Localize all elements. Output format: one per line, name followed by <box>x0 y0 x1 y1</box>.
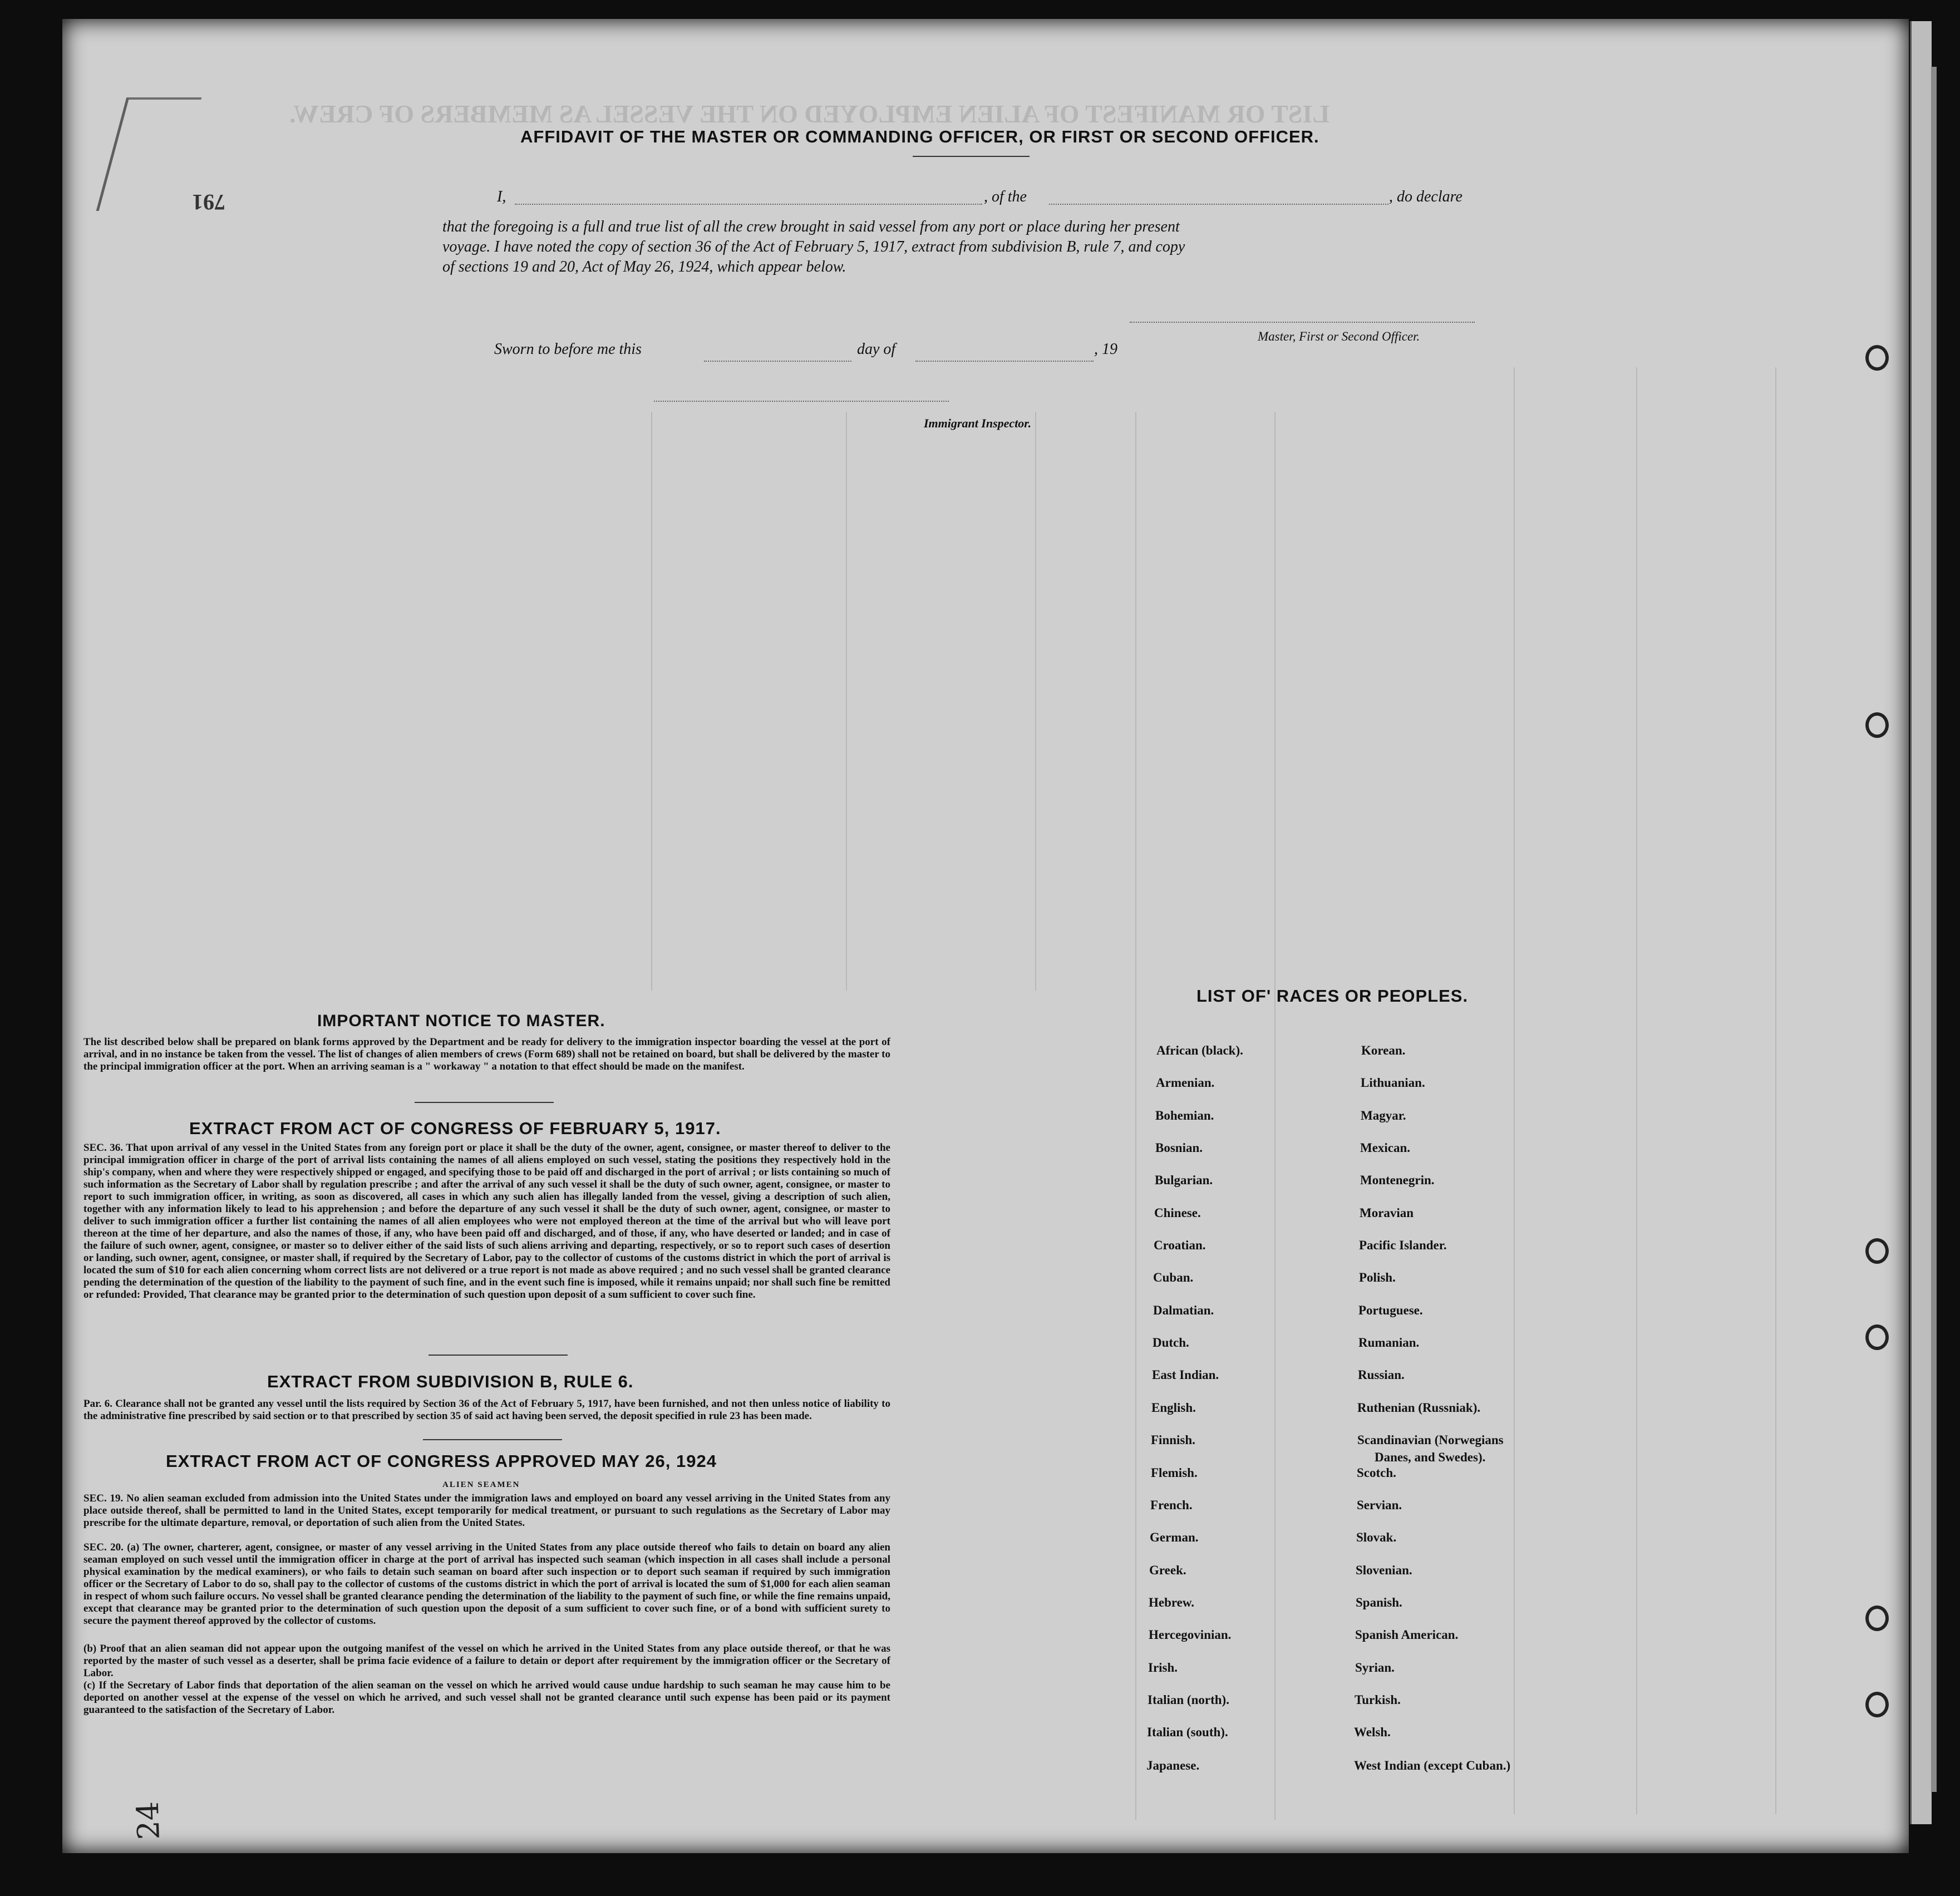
race-item: Greek. <box>1149 1563 1186 1577</box>
divider <box>423 1439 562 1440</box>
race-item: Bulgarian. <box>1155 1173 1213 1187</box>
name-blank[interactable] <box>515 204 982 205</box>
race-item: English. <box>1151 1401 1196 1415</box>
extract-1917-title: EXTRACT FROM ACT OF CONGRESS OF FEBRUARY 5, 1917. <box>189 1119 721 1138</box>
divider <box>429 1355 568 1356</box>
bleed-column-line <box>1274 412 1276 1820</box>
race-item: Armenian. <box>1156 1076 1215 1090</box>
sec-19-body: SEC. 19. No alien seaman excluded from admission into the United States under the immigration laws and employed on board any vessel arriving in the United States from any place outside thereof, shall be permitted to land in the United States, except temporarily for medical treatment, or pursuant to such regulations as the Secretary of Labor may prescribe for the ultimate departure, removal, or deportation of such alien from the United States. <box>83 1493 890 1529</box>
race-item: Montenegrin. <box>1360 1173 1435 1187</box>
alien-seamen-subtitle: ALIEN SEAMEN <box>442 1480 520 1489</box>
year-label: , 19 <box>1094 341 1117 358</box>
race-item: Slovenian. <box>1356 1563 1412 1577</box>
sworn-month-blank[interactable] <box>915 361 1094 362</box>
race-item: Bosnian. <box>1155 1141 1203 1155</box>
race-item: Chinese. <box>1154 1206 1201 1220</box>
extract-1917-body: SEC. 36. That upon arrival of any vessel in the United States from any foreign port or place it shall be the duty of the owner, agent, consignee, or master thereof to deliver to the principal immigration officer in charge of the port of arrival lists containing the names of all aliens employed on such vessel, stating the positions they respectively hold in the ship's company, when and where they were respectively shipped or engaged, and specifying those to be paid off and discharged in the port of arrival ; or lists containing so much of such information as the Secretary of Labor shall by regulation prescribe ; and after the arrival of any such vessel it shall be the duty of such owner, agent, consignee, or master to report to such immigration officer, in writing, as soon as discovered, all cases in which any such alien has illegally landed from the vessel, giving a description of such alien, together with any information likely to lead to his apprehension ; and before the departure of any such vessel it shall be the duty of such owner, agent, consignee, or master to deliver to such immigration officer a further list containing the names of all alien employees who were not employed thereon at the time of the arrival but who will leave port thereon at the time of her departure, and also the names of those, if any, who have been paid off and discharged, and of those, if any, who have deserted or landed; and in case of the failure of such owner, agent, consignee, or master so to deliver either of the said lists of such aliens arriving and departing, respectively, or so to report such cases of desertion or landing, such owner, agent, consignee, or master shall, if required by the Secretary of Labor, pay to the collector of customs of the customs district in which the port of arrival is located the sum of $10 for each alien concerning whom correct lists are not delivered or a true report is not made as above required ; and no such vessel shall be granted clearance pending the determination of the question of the liability to the payment of such fine, and in the event such fine is imposed, while it remains unpaid; nor shall such fine be remitted or refunded: Provided, That clearance may be granted prior to the determination of such question upon deposit of a sum sufficient to cover such fine. <box>83 1142 890 1301</box>
race-item: Italian (north). <box>1148 1693 1229 1707</box>
race-item: Turkish. <box>1355 1693 1401 1707</box>
binder-hole <box>1865 1692 1889 1717</box>
day-of-label: day of <box>857 341 896 358</box>
handwritten-page-number: 24 <box>130 1801 167 1840</box>
rule-6-body: Par. 6. Clearance shall not be granted any vessel until the lists required by Section 36 of the Act of February 5, 1917, have been furnished, and not then unless notice of liability to the administrative fine prescribed by said section or to that prescribed by section 35 of said act having been served, the deposit specified in rule 23 has been made. <box>83 1398 890 1422</box>
binder-hole <box>1865 1606 1889 1631</box>
race-item: Cuban. <box>1153 1270 1194 1284</box>
race-item: Rumanian. <box>1358 1336 1420 1350</box>
bleed-through-header: LIST OR MANIFEST OF ALIEN EMPLOYED ON THE VESSEL AS MEMBERS OF CREW. <box>289 100 1329 128</box>
bleed-column-line <box>1135 412 1136 1820</box>
race-item: Bohemian. <box>1155 1109 1214 1122</box>
divider <box>913 156 1030 157</box>
race-item: Hebrew. <box>1149 1595 1194 1609</box>
statement-line-3: of sections 19 and 20, Act of May 26, 1924, which appear below. <box>442 258 846 275</box>
race-item: Korean. <box>1361 1043 1406 1057</box>
rule-6-title: EXTRACT FROM SUBDIVISION B, RULE 6. <box>267 1372 634 1391</box>
race-item: West Indian (except Cuban.) <box>1354 1759 1511 1772</box>
master-signature-label: Master, First or Second Officer. <box>1258 329 1420 343</box>
page-edge-shadow <box>1931 67 1937 1792</box>
statement-line-2: voyage. I have noted the copy of section 36 of the Act of February 5, 1917, extract from subdivision B, rule 7, and copy <box>442 238 1185 255</box>
bleed-column-line <box>1775 367 1776 1814</box>
race-item: Flemish. <box>1151 1466 1198 1480</box>
race-item: Magyar. <box>1361 1109 1406 1122</box>
statement-line-1: that the foregoing is a full and true list of all the crew brought in said vessel from any port or place during her present <box>442 218 1180 235</box>
extract-1924-title: EXTRACT FROM ACT OF CONGRESS APPROVED MAY 26, 1924 <box>166 1451 717 1471</box>
sec-20a-body: SEC. 20. (a) The owner, charterer, agent, consignee, or master of any vessel arriving in the United States from any place outside thereof who fails to detain on board any alien seaman employed on such vessel until the immigration officer in charge at the port of arrival has inspected such seaman (which inspection in all cases shall include a personal physical examination by the medical examiners), or who fails to detain such seaman on board after such inspection or to deport such seaman if required by such immigration officer or the Secretary of Labor to do so, shall pay to the collector of customs of the customs district in which the port of arrival is located the sum of $1,000 for each alien seaman in respect of whom such failure occurs. No vessel shall be granted clearance pending the determination of the liability to the payment of such fine, or while the fine remains unpaid, except that clearance may be granted prior to the determination of such question upon the deposit of a sum sufficient to cover such fine, or of a bond with sufficient surety to secure the payment thereof approved by the collector of customs. <box>83 1542 890 1627</box>
race-item: Ruthenian (Russniak). <box>1357 1401 1481 1415</box>
do-declare-label: , do declare <box>1389 188 1462 205</box>
race-item: Servian. <box>1357 1498 1402 1512</box>
race-item: Moravian <box>1360 1206 1414 1220</box>
divider <box>415 1102 554 1103</box>
race-item: Japanese. <box>1146 1759 1200 1772</box>
race-item: Scandinavian (Norwegians <box>1357 1433 1504 1447</box>
race-item: Polish. <box>1359 1270 1396 1284</box>
race-item: Lithuanian. <box>1361 1076 1425 1090</box>
bleed-column-line <box>1636 367 1637 1814</box>
race-item: Pacific Islander. <box>1359 1238 1447 1252</box>
races-title: LIST OF' RACES OR PEOPLES. <box>1196 986 1469 1006</box>
race-item: Spanish. <box>1356 1595 1402 1609</box>
sworn-label: Sworn to before me this <box>494 341 642 358</box>
sec-20b-body: (b) Proof that an alien seaman did not appear upon the outgoing manifest of the vessel on which he arrived in the United States from any place outside thereof, or that he was reported by the master of such vessel as a deserter, shall be prima facie evidence of a failure to detain or deport after requirement by the immigration officer or the Secretary of Labor. <box>83 1643 890 1679</box>
inspector-label: Immigrant Inspector. <box>924 416 1032 430</box>
bleed-column-line <box>1035 412 1036 991</box>
race-item: Dalmatian. <box>1153 1303 1214 1317</box>
race-item: German. <box>1150 1530 1199 1544</box>
race-item: French. <box>1150 1498 1193 1512</box>
affidavit-title: AFFIDAVIT OF THE MASTER OR COMMANDING OFFICER, OR FIRST OR SECOND OFFICER. <box>520 127 1319 146</box>
bleed-column-line <box>1514 367 1515 1814</box>
binder-hole <box>1865 1324 1889 1350</box>
vessel-blank[interactable] <box>1049 204 1388 205</box>
race-item: Irish. <box>1148 1661 1178 1675</box>
sec-20c-body: (c) If the Secretary of Labor finds that deportation of the alien seaman on the vessel on which he arrived would cause undue hardship to such seaman he may cause him to be deported on another vessel at the expense of the vessel on which he arrived, and such vessel shall not be granted clearance until such expense has been paid or its payment guaranteed to the satisfaction of the Secretary of Labor. <box>83 1680 890 1716</box>
race-item: Syrian. <box>1355 1661 1395 1675</box>
race-item: East Indian. <box>1152 1368 1219 1382</box>
race-item: Italian (south). <box>1147 1725 1228 1739</box>
race-item: Spanish American. <box>1355 1628 1459 1642</box>
notice-title: IMPORTANT NOTICE TO MASTER. <box>317 1012 605 1030</box>
stamp-number: 791 <box>192 190 225 215</box>
race-item: Portuguese. <box>1358 1303 1423 1317</box>
bleed-column-line <box>651 412 652 991</box>
binder-hole <box>1865 345 1889 371</box>
race-item: Croatian. <box>1154 1238 1206 1252</box>
race-item: Scotch. <box>1357 1466 1396 1480</box>
race-item: Russian. <box>1358 1368 1405 1382</box>
race-item: Finnish. <box>1151 1433 1195 1447</box>
of-the-label: , of the <box>984 188 1027 205</box>
race-item: Dutch. <box>1153 1336 1189 1350</box>
binder-hole <box>1865 712 1889 738</box>
i-label: I, <box>497 188 506 205</box>
race-item: Welsh. <box>1354 1725 1391 1739</box>
binder-hole <box>1865 1238 1889 1264</box>
master-signature-line[interactable] <box>1130 322 1475 323</box>
race-item: Hercegovinian. <box>1149 1628 1232 1642</box>
race-scandinavian-line2: Danes, and Swedes). <box>1375 1450 1486 1464</box>
race-item: African (black). <box>1156 1043 1243 1057</box>
race-item: Slovak. <box>1356 1530 1397 1544</box>
bleed-column-line <box>846 412 847 991</box>
race-item: Mexican. <box>1360 1141 1411 1155</box>
sworn-day-blank[interactable] <box>704 361 851 362</box>
inspector-signature-line[interactable] <box>654 401 949 402</box>
page-edge <box>1910 21 1932 1824</box>
notice-body: The list described below shall be prepared on blank forms approved by the Department and be ready for delivery to the immigration inspector boarding the vessel at the port of arrival, and in no instance be taken from the vessel. The list of changes of alien members of crews (Form 689) shall not be retained on board, but shall be delivered by the master to the principal immigration officer at the port. When an arriving seaman is a " workaway " a notation to that effect should be made on the manifest. <box>83 1036 890 1072</box>
